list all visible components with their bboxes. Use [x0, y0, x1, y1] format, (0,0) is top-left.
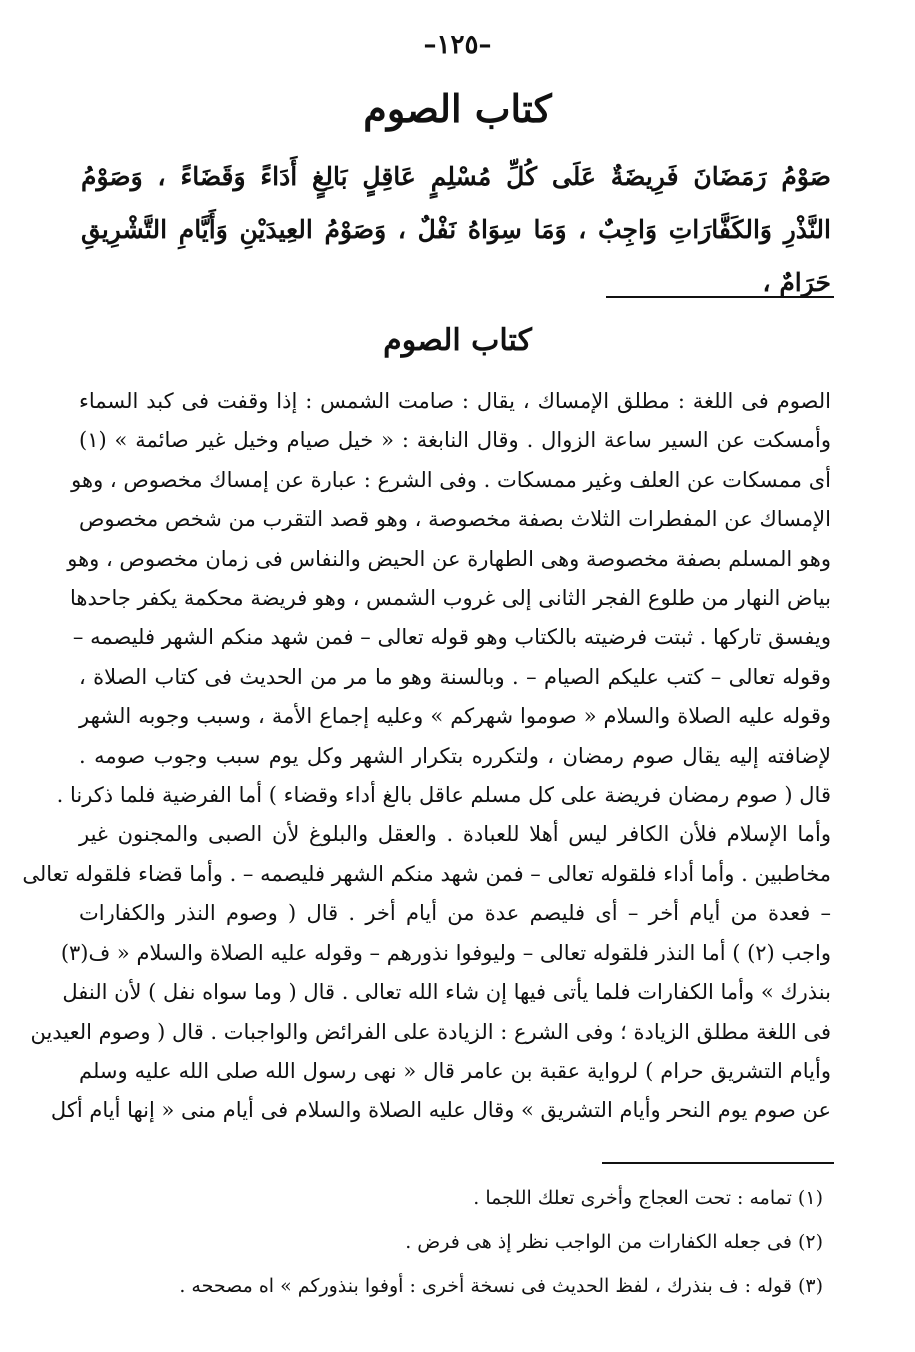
- sharh-line: – فعدة من أيام أخر – أى فليصم عدة من أيام أخر . قال ( وصوم النذر والكفارات: [79, 901, 831, 926]
- sharh-line: قال ( صوم رمضان فريضة على كل مسلم عاقل بالغ أداء وقضاء ) أما الفرضية فلما ذكرنا .: [56, 783, 831, 808]
- separator-rule: [606, 296, 834, 298]
- footnote-3: (٣) قوله : ف بنذرك ، لفظ الحديث فى نسخة أخرى : أوفوا بنذوركم » اه مصححه .: [179, 1275, 823, 1297]
- sharh-line: واجب (٢) ) أما النذر فلقوله تعالى – وليوفوا نذورهم – وقوله عليه الصلاة والسلام « ف(٣): [60, 940, 831, 965]
- sharh-line: ويفسق تاركها . ثبتت فرضيته بالكتاب وهو قوله تعالى – فمن شهد منكم الشهر فليصمه –: [72, 625, 831, 650]
- matn-line: صَوْمُ رَمَضَانَ فَرِيضَةٌ عَلَى كُلِّ مُسْلِمٍ عَاقِلٍ بَالِغٍ أَدَاءً وَقَضَاءً ، وَصَوْمُ: [81, 162, 831, 191]
- footnote-separator-rule: [602, 1162, 834, 1164]
- matn-line: النَّذْرِ وَالكَفَّارَاتِ وَاجِبٌ ، وَمَا سِوَاهُ نَفْلٌ ، وَصَوْمُ العِيدَيْنِ وَأَيَّامِ التَّشْرِيقِ: [81, 215, 831, 244]
- sharh-line: وقوله عليه الصلاة والسلام « صوموا شهركم » وعليه إجماع الأمة ، وسبب وجوبه الشهر: [79, 704, 831, 729]
- sharh-line: بياض النهار من طلوع الفجر الثانى إلى غروب الشمس ، وهو فريضة محكمة يكفر جاحدها: [70, 586, 831, 611]
- sharh-line: وأما الإسلام فلأن الكافر ليس أهلا للعبادة . والعقل والبلوغ لأن الصبى والمجنون غير: [79, 822, 831, 847]
- sharh-line: مخاطبين . وأما أداء فلقوله تعالى – فمن شهد منكم الشهر فليصمه – . وأما قضاء فلقوله تعالى: [22, 861, 831, 886]
- sharh-line: الإمساك عن المفطرات الثلاث بصفة مخصوصة ، وهو قصد التقرب من شخص مخصوص: [79, 507, 831, 532]
- sharh-line: أى ممسكات عن العلف وغير ممسكات . وفى الشرع : عبارة عن إمساك مخصوص ، وهو: [71, 467, 831, 492]
- sharh-line: عن صوم يوم النحر وأيام التشريق » وقال عليه الصلاة والسلام فى أيام منى « إنها أيام أكل: [50, 1098, 831, 1123]
- footnote-2: (٢) فى جعله الكفارات من الواجب نظر إذ هى فرض .: [405, 1231, 823, 1253]
- page-number: –١٢٥–: [423, 30, 492, 60]
- sharh-line: لإضافته إليه يقال صوم رمضان ، ولتكرره بتكرار الشهر وكل يوم سبب وجوب صومه .: [79, 743, 831, 768]
- sharh-commentary-text: [22, 382, 831, 1131]
- matn-chapter-title: كتاب الصوم: [363, 86, 552, 131]
- sharh-line: وقوله تعالى – كتب عليكم الصيام – . وبالسنة وهو ما مر من الحديث فى كتاب الصلاة ،: [79, 664, 831, 689]
- footnotes: [81, 1176, 823, 1308]
- sharh-chapter-title: كتاب الصوم: [383, 323, 532, 358]
- sharh-line: بنذرك » وأما الكفارات فلما يأتى فيها إن شاء الله تعالى . قال ( وما سواه نفل ) لأن النفل: [62, 980, 831, 1005]
- sharh-line: الصوم فى اللغة : مطلق الإمساك ، يقال : صامت الشمس : إذا وقفت فى كبد السماء: [79, 389, 831, 413]
- sharh-line: وأمسكت عن السير ساعة الزوال . وقال النابغة : « خيل صيام وخيل غير صائمة » (١): [79, 428, 831, 453]
- footnote-1: (١) تمامه : تحت العجاج وأخرى تعلك اللجما .: [473, 1187, 823, 1209]
- matn-line: حَرَامٌ ،: [762, 268, 831, 297]
- sharh-line: فى اللغة مطلق الزيادة ؛ وفى الشرع : الزيادة على الفرائض والواجبات . قال ( وصوم العيدين: [30, 1019, 831, 1044]
- sharh-line: وهو المسلم بصفة مخصوصة وهى الطهارة عن الحيض والنفاس فى زمان مخصوص ، وهو: [67, 546, 831, 571]
- matn-text: [81, 150, 831, 309]
- sharh-line: وأيام التشريق حرام ) لرواية عقبة بن عامر قال « نهى رسول الله صلى الله عليه وسلم: [79, 1058, 831, 1083]
